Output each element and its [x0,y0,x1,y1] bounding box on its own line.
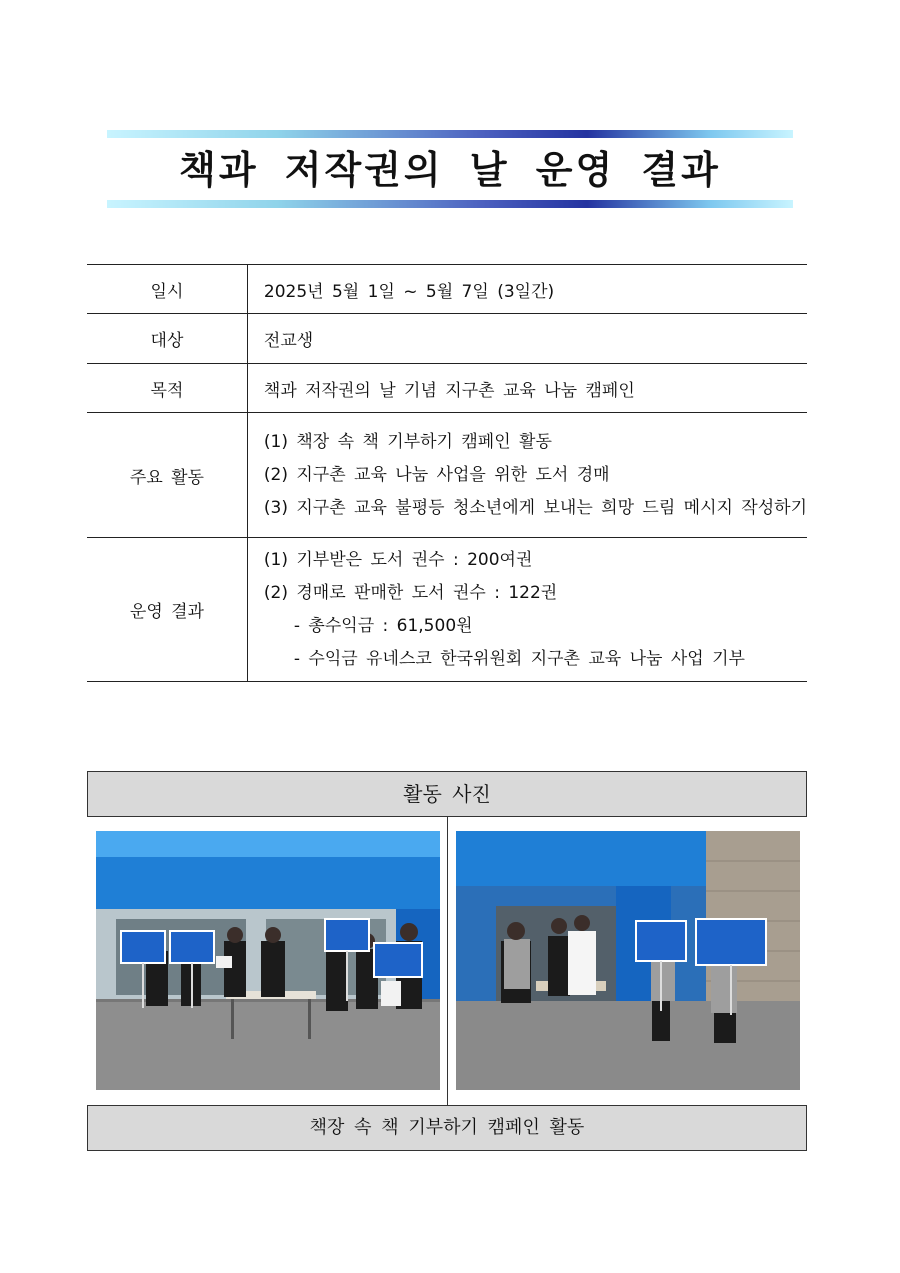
table-row [87,538,807,682]
row-value-target: 전교생 [247,314,807,364]
activity-line: (2) 지구촌 교육 나눔 사업을 위한 도서 경매 [263,464,610,485]
table-row [87,364,807,413]
photo-caption: 책장 속 책 기부하기 캠페인 활동 [87,1105,807,1151]
table-row [87,314,807,364]
table-row [87,413,807,538]
row-value-purpose: 책과 저작권의 날 기념 지구촌 교육 나눔 캠페인 [247,364,807,413]
campaign-photo-right [456,831,800,1090]
photo-heading: 활동 사진 [87,771,807,817]
row-label-results: 운영 결과 [87,538,247,682]
title-banner [107,130,793,210]
row-value-results [247,538,807,682]
activity-line: (1) 책장 속 책 기부하기 캠페인 활동 [263,431,552,452]
result-subline: - 수익금 유네스코 한국위원회 지구촌 교육 나눔 사업 기부 [293,648,745,669]
row-label-purpose: 목적 [87,364,247,413]
title-bar-bottom [107,200,793,208]
row-label-activities: 주요 활동 [87,413,247,538]
table-row [87,265,807,314]
photo-divider [447,816,448,1105]
activity-line: (3) 지구촌 교육 불평등 청소년에게 보내는 희망 드림 메시지 작성하기 [263,497,807,518]
campaign-photo-left [96,831,440,1090]
photo-area [87,816,807,1105]
photo-section [87,771,807,1151]
result-subline: - 총수익금 : 61,500원 [293,615,473,636]
row-label-target: 대상 [87,314,247,364]
page-title: 책과 저작권의 날 운영 결과 [179,148,721,192]
row-label-date: 일시 [87,265,247,314]
info-table [87,264,807,682]
result-line: (1) 기부받은 도서 권수 : 200여권 [263,549,533,570]
row-value-date: 2025년 5월 1일 ~ 5월 7일 (3일간) [247,265,807,314]
row-value-activities [247,413,807,538]
result-line: (2) 경매로 판매한 도서 권수 : 122권 [263,582,558,603]
title-bar-top [107,130,793,138]
